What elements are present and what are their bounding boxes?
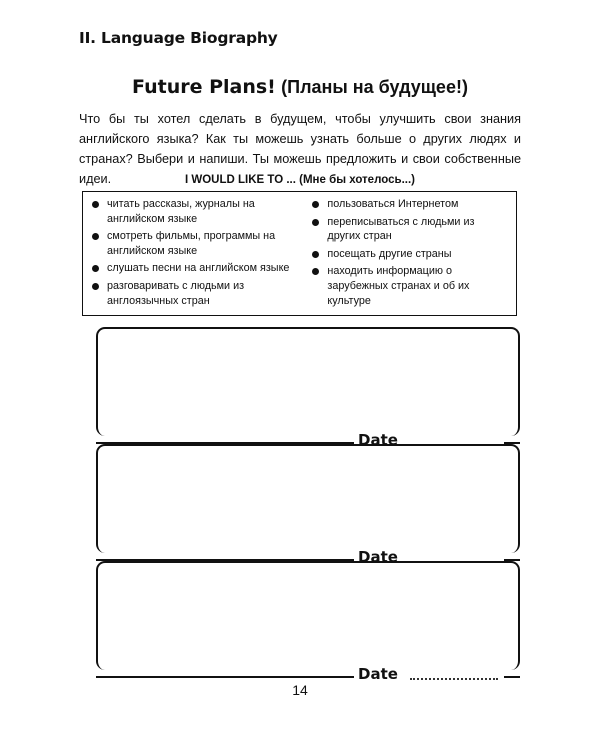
- wish-item: [91, 261, 311, 276]
- writing-line: [96, 676, 354, 678]
- bullet-icon: [312, 219, 319, 226]
- wish-item: [91, 229, 311, 258]
- bullet-icon: [92, 201, 99, 208]
- wish-item: [91, 197, 311, 226]
- bullet-icon: [92, 265, 99, 272]
- bullet-icon: [312, 201, 319, 208]
- wish-item-text: разговаривать с людьми из англоязычных стран: [107, 279, 245, 307]
- date-field[interactable]: [410, 674, 498, 680]
- writing-line-end: [504, 676, 520, 678]
- writing-box-1[interactable]: [96, 327, 520, 449]
- page-title: [0, 76, 600, 99]
- wish-item-text: смотреть фильмы, программы на английском языке: [107, 230, 276, 257]
- wish-item-text: находить информацию о зарубежных странах и об их культуре: [327, 265, 470, 307]
- wish-item: [311, 215, 510, 244]
- page-number: 14: [292, 682, 308, 698]
- wish-list-left: [91, 197, 311, 315]
- intro-text: Что бы ты хотел сделать в будущем, чтобы улучшить свои знания английского языка? Как ты можешь узнать больше о других людях и странах? Выбери и напиши. Ты можешь предложить и свои собственные идеи.: [79, 112, 521, 186]
- writing-box-3[interactable]: [96, 561, 520, 683]
- wish-list-right: [311, 197, 510, 315]
- bullet-icon: [92, 233, 99, 240]
- wish-item-text: читать рассказы, журналы на английском языке: [107, 198, 255, 225]
- date-label: Date: [358, 548, 398, 566]
- bullet-icon: [312, 251, 319, 258]
- date-label: Date: [358, 431, 398, 449]
- wish-box-header: [0, 174, 600, 186]
- wish-box: [82, 191, 517, 316]
- wish-item: [311, 264, 510, 308]
- wish-item-text: слушать песни на английском языке: [107, 262, 290, 275]
- section-title: II. Language Biography: [79, 29, 278, 47]
- wish-item-text: переписываться с людьми из других стран: [327, 215, 475, 243]
- wish-item: [311, 197, 510, 212]
- bullet-icon: [92, 283, 99, 290]
- wish-header-english: I WOULD LIKE TO ...: [184, 174, 296, 186]
- writing-box-2[interactable]: [96, 444, 520, 566]
- page-title-russian: (Планы на будущее!): [281, 77, 468, 97]
- wish-item: [311, 247, 510, 262]
- bullet-icon: [312, 268, 319, 275]
- wish-item-text: посещать другие страны: [327, 247, 452, 260]
- wish-header-russian: (Мне бы хотелось...): [299, 174, 415, 186]
- page-title-english: Future Plans!: [132, 76, 276, 98]
- wish-item: [91, 279, 311, 308]
- date-label: Date: [358, 665, 398, 683]
- wish-item-text: пользоваться Интернетом: [327, 198, 459, 210]
